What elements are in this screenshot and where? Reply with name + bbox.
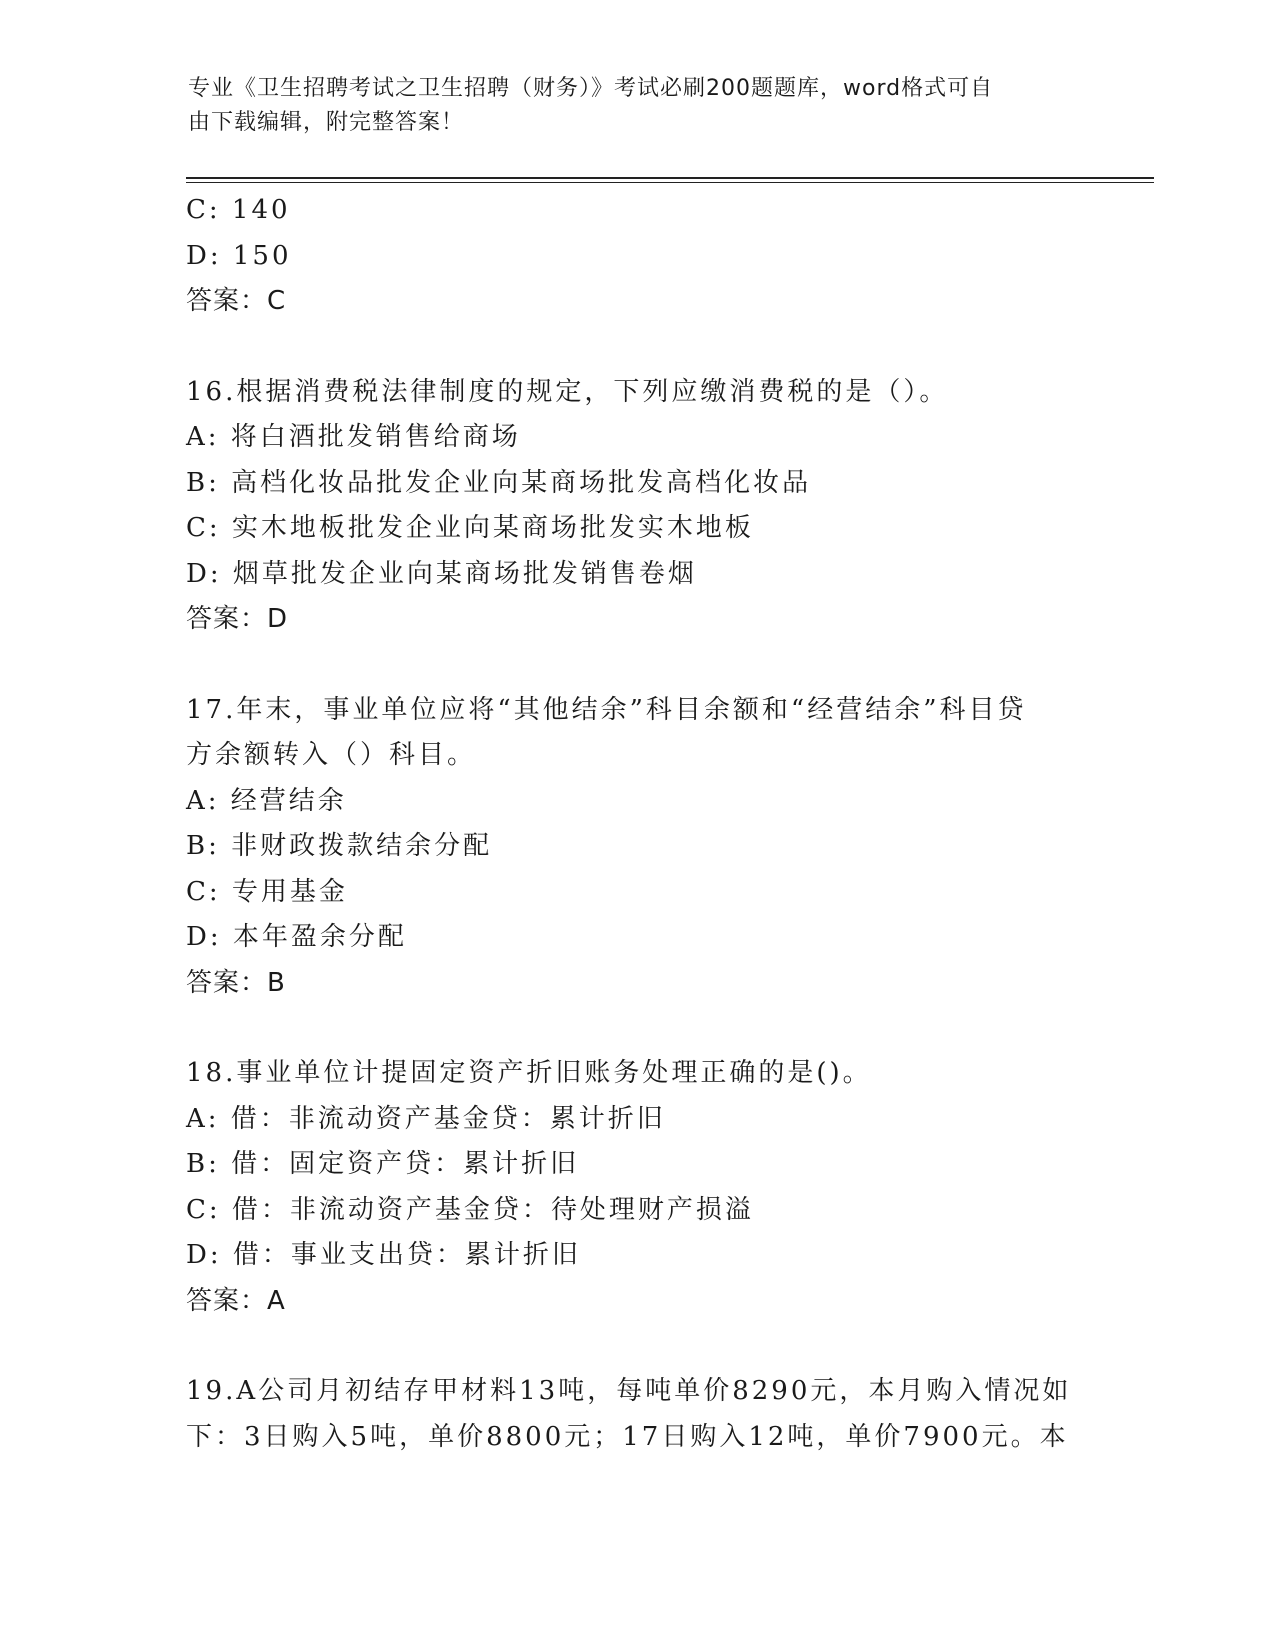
spacer [186, 325, 1086, 370]
option-a: A: 借：非流动资产基金贷：累计折旧 [186, 1103, 666, 1134]
option-b: B: 高档化妆品批发企业向某商场批发高档化妆品 [186, 467, 812, 498]
option-c: C: 实木地板批发企业向某商场批发实木地板 [186, 513, 754, 543]
option-d: D: 借：事业支出贷：累计折旧 [186, 1240, 581, 1270]
question-stem: 18.事业单位计提固定资产折旧账务处理正确的是()。 [186, 1058, 872, 1088]
answer-line: 答案：A [186, 1285, 286, 1316]
spacer [186, 1006, 1086, 1051]
question-list [186, 188, 1086, 1460]
question-stem-continued: 方余额转入（）科目。 [186, 740, 477, 770]
question-block-19 [186, 1369, 1086, 1460]
option-a: A: 将白酒批发销售给商场 [186, 422, 521, 452]
option-d: D: 150 [186, 240, 292, 271]
option-b: B: 借：固定资产贷：累计折旧 [186, 1149, 580, 1179]
question-block-16 [186, 370, 1086, 643]
option-a: A: 经营结余 [186, 785, 347, 816]
option-b: B: 非财政拨款结余分配 [186, 831, 493, 861]
option-c: C: 借：非流动资产基金贷：待处理财产损溢 [186, 1194, 754, 1225]
option-c: C: 140 [186, 195, 291, 225]
option-c: C: 专用基金 [186, 876, 348, 907]
question-block-18 [186, 1051, 1086, 1324]
header-line-2: 由下载编辑，附完整答案！ [188, 110, 465, 135]
header-line-1: 专业《卫生招聘考试之卫生招聘（财务）》考试必刷200题题库，word格式可自 [188, 76, 994, 101]
header-rule-thick [186, 177, 1154, 179]
header-rule-thin [186, 182, 1154, 183]
question-block-17 [186, 688, 1086, 1007]
question-block-15 [186, 188, 1086, 325]
page-header [188, 72, 1068, 140]
question-stem: 19.A公司月初结存甲材料13吨，每吨单价8290元，本月购入情况如 [186, 1376, 1072, 1406]
answer-line: 答案：B [186, 967, 286, 998]
question-stem: 17.年末，事业单位应将“其他结余”科目余额和“经营结余”科目贷 [186, 694, 1027, 725]
spacer [186, 1324, 1086, 1369]
question-stem: 16.根据消费税法律制度的规定，下列应缴消费税的是（）。 [186, 376, 949, 407]
option-d: D: 本年盈余分配 [186, 922, 407, 952]
question-stem-continued: 下：3日购入5吨，单价8800元；17日购入12吨，单价7900元。本 [186, 1421, 1069, 1452]
option-d: D: 烟草批发企业向某商场批发销售卷烟 [186, 558, 697, 589]
answer-line: 答案：C [186, 286, 287, 316]
spacer [186, 643, 1086, 688]
answer-line: 答案：D [186, 604, 289, 634]
